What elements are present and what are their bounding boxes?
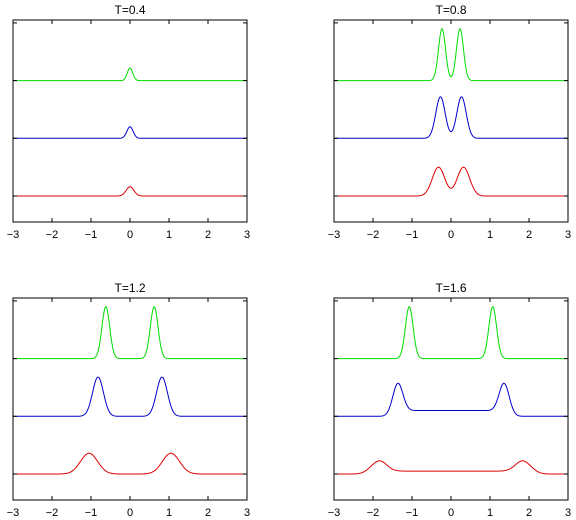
x-tick-label: 0	[126, 507, 134, 519]
x-tick-label: −2	[45, 507, 59, 519]
x-tick-label: 2	[204, 507, 212, 519]
panel-4	[328, 281, 571, 519]
series-line-2	[13, 377, 247, 416]
x-tick-label: −2	[45, 229, 59, 241]
series-line-3	[334, 167, 568, 196]
panel-title: T=0.4	[114, 3, 146, 17]
panel-title: T=0.8	[435, 3, 467, 17]
series-line-1	[13, 68, 247, 81]
panel-title: T=1.2	[114, 281, 146, 295]
x-tick-label: −2	[366, 229, 380, 241]
x-tick-label: −1	[405, 229, 419, 241]
x-tick-label: 1	[486, 229, 494, 241]
series-line-3	[13, 187, 247, 196]
series-line-1	[334, 29, 568, 81]
x-tick-label: 2	[204, 229, 212, 241]
series-line-1	[13, 307, 247, 359]
x-tick-label: −1	[84, 507, 98, 519]
x-tick-label: 3	[564, 229, 572, 241]
axes-box	[13, 20, 247, 222]
series-line-2	[334, 97, 568, 139]
panel-title: T=1.6	[435, 281, 467, 295]
series-line-2	[334, 383, 568, 416]
series-line-3	[334, 461, 568, 474]
x-tick-label: −3	[6, 229, 20, 241]
panel-3	[7, 281, 250, 519]
x-tick-label: −1	[84, 229, 98, 241]
x-tick-label: 0	[126, 229, 134, 241]
x-tick-label: 1	[165, 229, 173, 241]
x-tick-label: 0	[447, 507, 455, 519]
x-tick-label: −3	[6, 507, 20, 519]
x-tick-label: 3	[243, 507, 251, 519]
series-line-3	[13, 453, 247, 474]
x-tick-label: 1	[165, 507, 173, 519]
x-tick-label: 2	[525, 507, 533, 519]
x-tick-label: 0	[447, 229, 455, 241]
series-line-1	[334, 307, 568, 359]
axes-box	[334, 20, 568, 222]
x-tick-label: 3	[564, 507, 572, 519]
panel-1	[7, 3, 250, 241]
panel-2	[328, 3, 571, 241]
x-tick-label: −3	[327, 507, 341, 519]
x-tick-label: −1	[405, 507, 419, 519]
x-tick-label: 2	[525, 229, 533, 241]
series-line-2	[13, 127, 247, 139]
x-tick-label: −3	[327, 229, 341, 241]
x-tick-label: −2	[366, 507, 380, 519]
axes-box	[13, 298, 247, 500]
axes-box	[334, 298, 568, 500]
x-tick-label: 3	[243, 229, 251, 241]
x-tick-label: 1	[486, 507, 494, 519]
